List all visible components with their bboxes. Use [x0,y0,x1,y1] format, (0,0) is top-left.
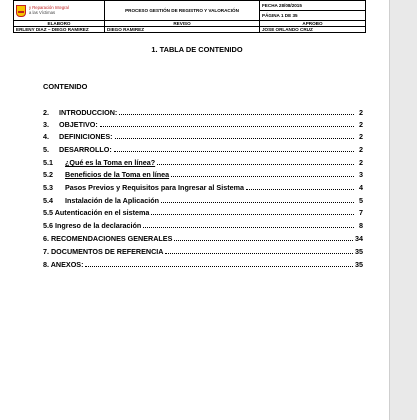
reviso-value: DIEGO RAMIREZ [105,27,260,33]
toc-entry[interactable]: 5.4 Instalación de la Aplicación 5 [43,196,363,205]
toc-entry[interactable]: 4. DEFINICIONES: 2 [43,132,363,141]
toc-entry[interactable]: 5.1 ¿Qué es la Toma en línea? 2 [43,158,363,167]
col-aprobo: APROBO [260,21,366,27]
process-name: PROCESO GESTIÓN DE REGISTRO Y VALORACIÓN [105,1,260,21]
section-title: 1. TABLA DE CONTENIDO [151,45,243,54]
toc-entry[interactable]: 5.2 Beneficios de la Toma en línea 3 [43,170,363,179]
organization-logo [16,5,102,17]
toc-entry[interactable]: 5. DESARROLLO: 2 [43,145,363,154]
logo-line-1: y Reparación Integral [29,4,69,10]
logo-line-2: a las Víctimas [29,9,56,15]
col-elaboro: ELABORO [14,21,105,27]
document-page [5,0,390,420]
col-reviso: REVISO [105,21,260,27]
page-count: PÁGINA 1 DE 35 [260,11,366,21]
document-date: FECHA 28/08/2015 [260,1,366,11]
toc-entry[interactable]: 8. ANEXOS: 35 [43,260,363,269]
aprobo-value: JOSE ORLANDO CRUZ [260,27,366,33]
toc-entry[interactable]: 3. OBJETIVO: 2 [43,120,363,129]
toc-entry[interactable]: 7. DOCUMENTOS DE REFERENCIA 35 [43,247,363,256]
elaboro-value: ERLENY DIAZ – DIEGO RAMIREZ [14,27,105,33]
coat-of-arms-icon [16,5,26,17]
viewer-background [390,0,417,420]
toc-entry[interactable]: 5.6 Ingreso de la declaración 8 [43,221,363,230]
document-header-table [13,0,366,33]
toc-entry[interactable]: 6. RECOMENDACIONES GENERALES 34 [43,234,363,243]
toc-entry[interactable]: 5.3 Pasos Previos y Requisitos para Ingresar al Sistema 4 [43,183,363,192]
toc-entry[interactable]: 5.5 Autenticación en el sistema 7 [43,208,363,217]
toc-entry[interactable]: 2. INTRODUCCION: 2 [43,108,363,117]
logo-cell [14,1,105,21]
contents-heading: CONTENIDO [43,82,88,91]
